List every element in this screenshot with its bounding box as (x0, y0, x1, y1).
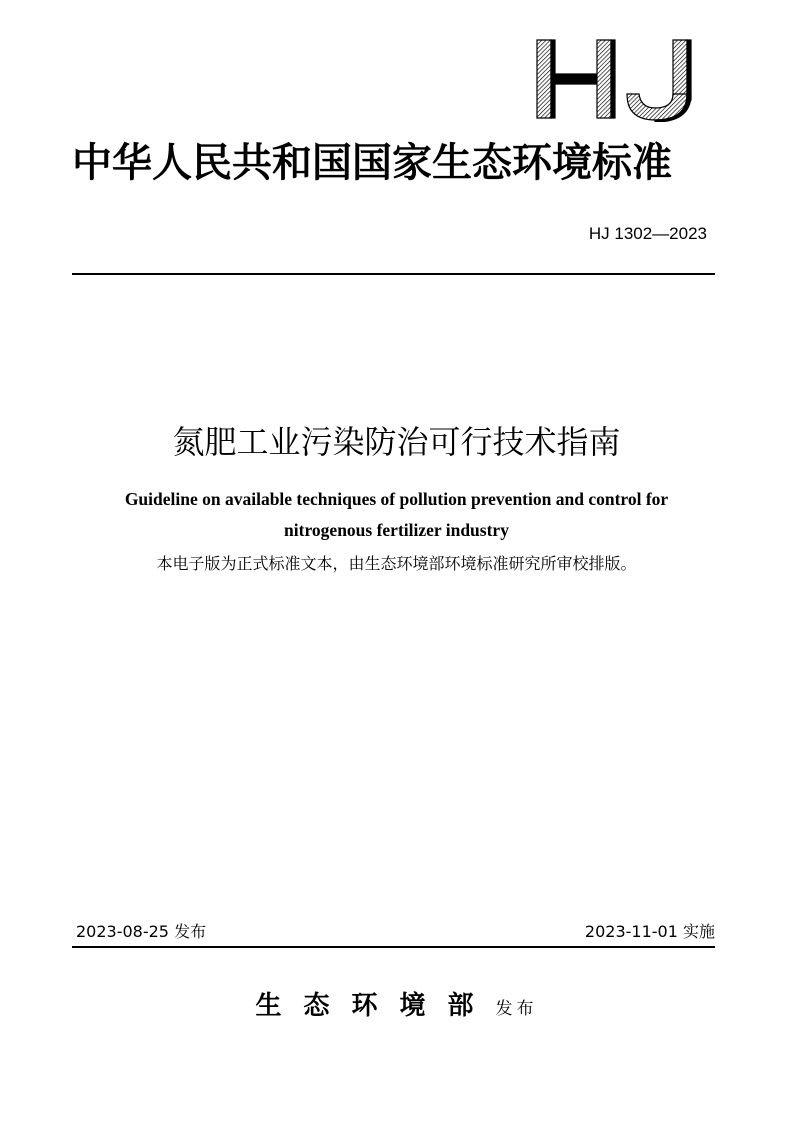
publisher-action: 发布 (495, 999, 538, 1019)
implementation-date: 2023-11-01 实施 (584, 922, 715, 941)
issue-date: 2023-08-25 发布 (76, 922, 207, 941)
edition-note: 本电子版为正式标准文本，由生态环境部环境标准研究所审校排版。 (156, 554, 637, 573)
standard-number: HJ 1302—2023 (588, 224, 707, 243)
english-title-line-2: nitrogenous fertilizer industry (284, 520, 509, 540)
letter-j-icon (627, 40, 691, 122)
publisher-name: 生态环境部 (255, 991, 496, 1021)
document-title-english (60, 484, 733, 546)
header-divider (72, 273, 715, 275)
letter-h-icon (537, 40, 615, 118)
publisher-line (0, 985, 793, 1022)
standard-organization-title: 中华人民共和国国家生态环境标准 (72, 139, 672, 186)
hj-logo (535, 38, 695, 122)
document-title-chinese: 氮肥工业污染防治可行技术指南 (172, 423, 621, 461)
footer-divider (72, 946, 715, 948)
english-title-line-1: Guideline on available techniques of pollution prevention and control for (124, 489, 669, 509)
